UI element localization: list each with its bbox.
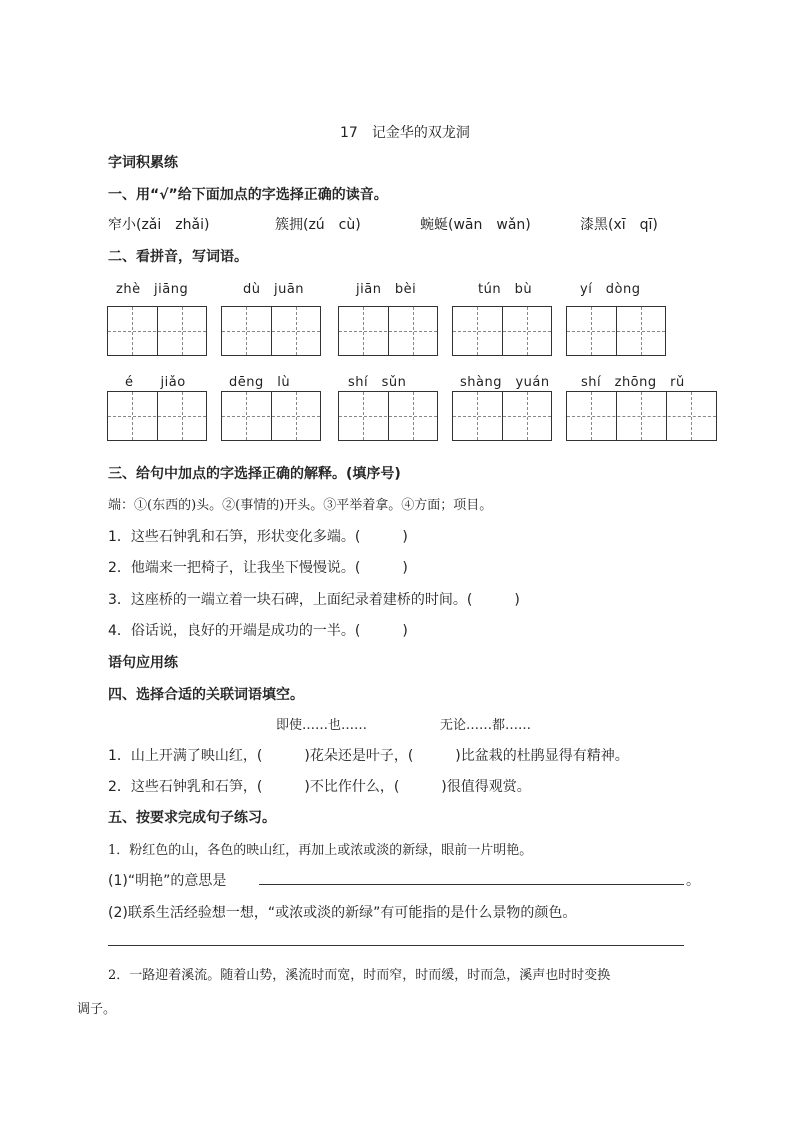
reading-choice-1: 窄小(zǎi zhǎi)	[108, 217, 210, 233]
pinyin-label: zhè jiāng	[116, 282, 189, 297]
pinyin-label: jiān bèi	[356, 282, 417, 297]
writing-grid[interactable]	[221, 306, 321, 356]
pinyin-label: dēng lù	[229, 375, 291, 390]
pinyin-label: yí dòng	[580, 282, 641, 297]
question-5-heading: 五、按要求完成句子练习。	[108, 810, 276, 826]
pinyin-label: tún bù	[478, 282, 533, 297]
question-2-heading: 二、看拼音，写词语。	[108, 249, 248, 265]
writing-grid[interactable]	[107, 306, 207, 356]
reading-choice-3: 蜿蜒(wān wǎn)	[420, 217, 531, 233]
pinyin-label: shàng yuán	[460, 375, 550, 390]
connective-option-1: 即使……也……	[276, 718, 368, 733]
writing-grid[interactable]	[338, 306, 438, 356]
section-heading-vocabulary: 字词积累练	[108, 155, 178, 171]
writing-grid[interactable]	[452, 391, 552, 441]
pinyin-label: shí zhōng rǔ	[581, 375, 685, 390]
writing-grid[interactable]	[338, 391, 438, 441]
page-title: 17 记金华的双龙洞	[340, 125, 470, 141]
sentence-1: 1．粉红色的山，各色的映山红，再加上或浓或淡的新绿，眼前一片明艳。	[108, 843, 533, 858]
pinyin-label: é jiǎo	[125, 375, 186, 390]
writing-grid[interactable]	[566, 391, 717, 441]
writing-grid[interactable]	[107, 391, 207, 441]
reading-choice-4: 漆黑(xī qī)	[580, 217, 658, 233]
sub-question-2: (2)联系生活经验想一想，“或浓或淡的新绿”有可能指的是什么景物的颜色。	[108, 905, 577, 921]
question-3-heading: 三、给句中加点的字选择正确的解释。(填序号)	[108, 466, 401, 482]
answer-line[interactable]	[108, 945, 684, 946]
question-4-item-1: 1．山上开满了映山红，( )花朵还是叶子，( )比盆栽的杜鹃显得有精神。	[108, 748, 629, 764]
writing-grid[interactable]	[452, 306, 552, 356]
question-4-heading: 四、选择合适的关联词语填空。	[108, 687, 304, 703]
connective-option-2: 无论……都……	[440, 718, 532, 733]
sentence-2-line-1: 2．一路迎着溪流。随着山势，溪流时而宽，时而窄，时而缓，时而急，溪声也时时变换	[108, 968, 611, 983]
question-3-item-4: 4．俗话说，良好的开端是成功的一半。( )	[108, 623, 408, 639]
reading-choice-2: 簇拥(zú cù)	[275, 217, 361, 233]
question-3-item-1: 1．这些石钟乳和石笋，形状变化多端。( )	[108, 529, 408, 545]
sentence-2-line-2: 调子。	[77, 1002, 117, 1017]
pinyin-label: shí sǔn	[348, 375, 407, 390]
sub-question-1-label: (1)“明艳”的意思是	[108, 873, 227, 889]
question-1-heading: 一、用“√”给下面加点的字选择正确的读音。	[108, 187, 388, 203]
answer-line[interactable]	[259, 884, 684, 885]
definition-line: 端：①(东西的)头。②(事情的)开头。③平举着拿。④方面；项目。	[108, 498, 493, 513]
pinyin-label: dù juān	[243, 282, 305, 297]
question-4-item-2: 2．这些石钟乳和石笋，( )不比作什么，( )很值得观赏。	[108, 779, 531, 795]
question-3-item-2: 2．他端来一把椅子，让我坐下慢慢说。( )	[108, 560, 408, 576]
writing-grid[interactable]	[221, 391, 321, 441]
writing-grid[interactable]	[566, 306, 666, 356]
section-heading-sentences: 语句应用练	[108, 655, 178, 671]
sub-question-1-end: 。	[686, 873, 700, 889]
question-3-item-3: 3．这座桥的一端立着一块石碑，上面纪录着建桥的时间。( )	[108, 592, 520, 608]
